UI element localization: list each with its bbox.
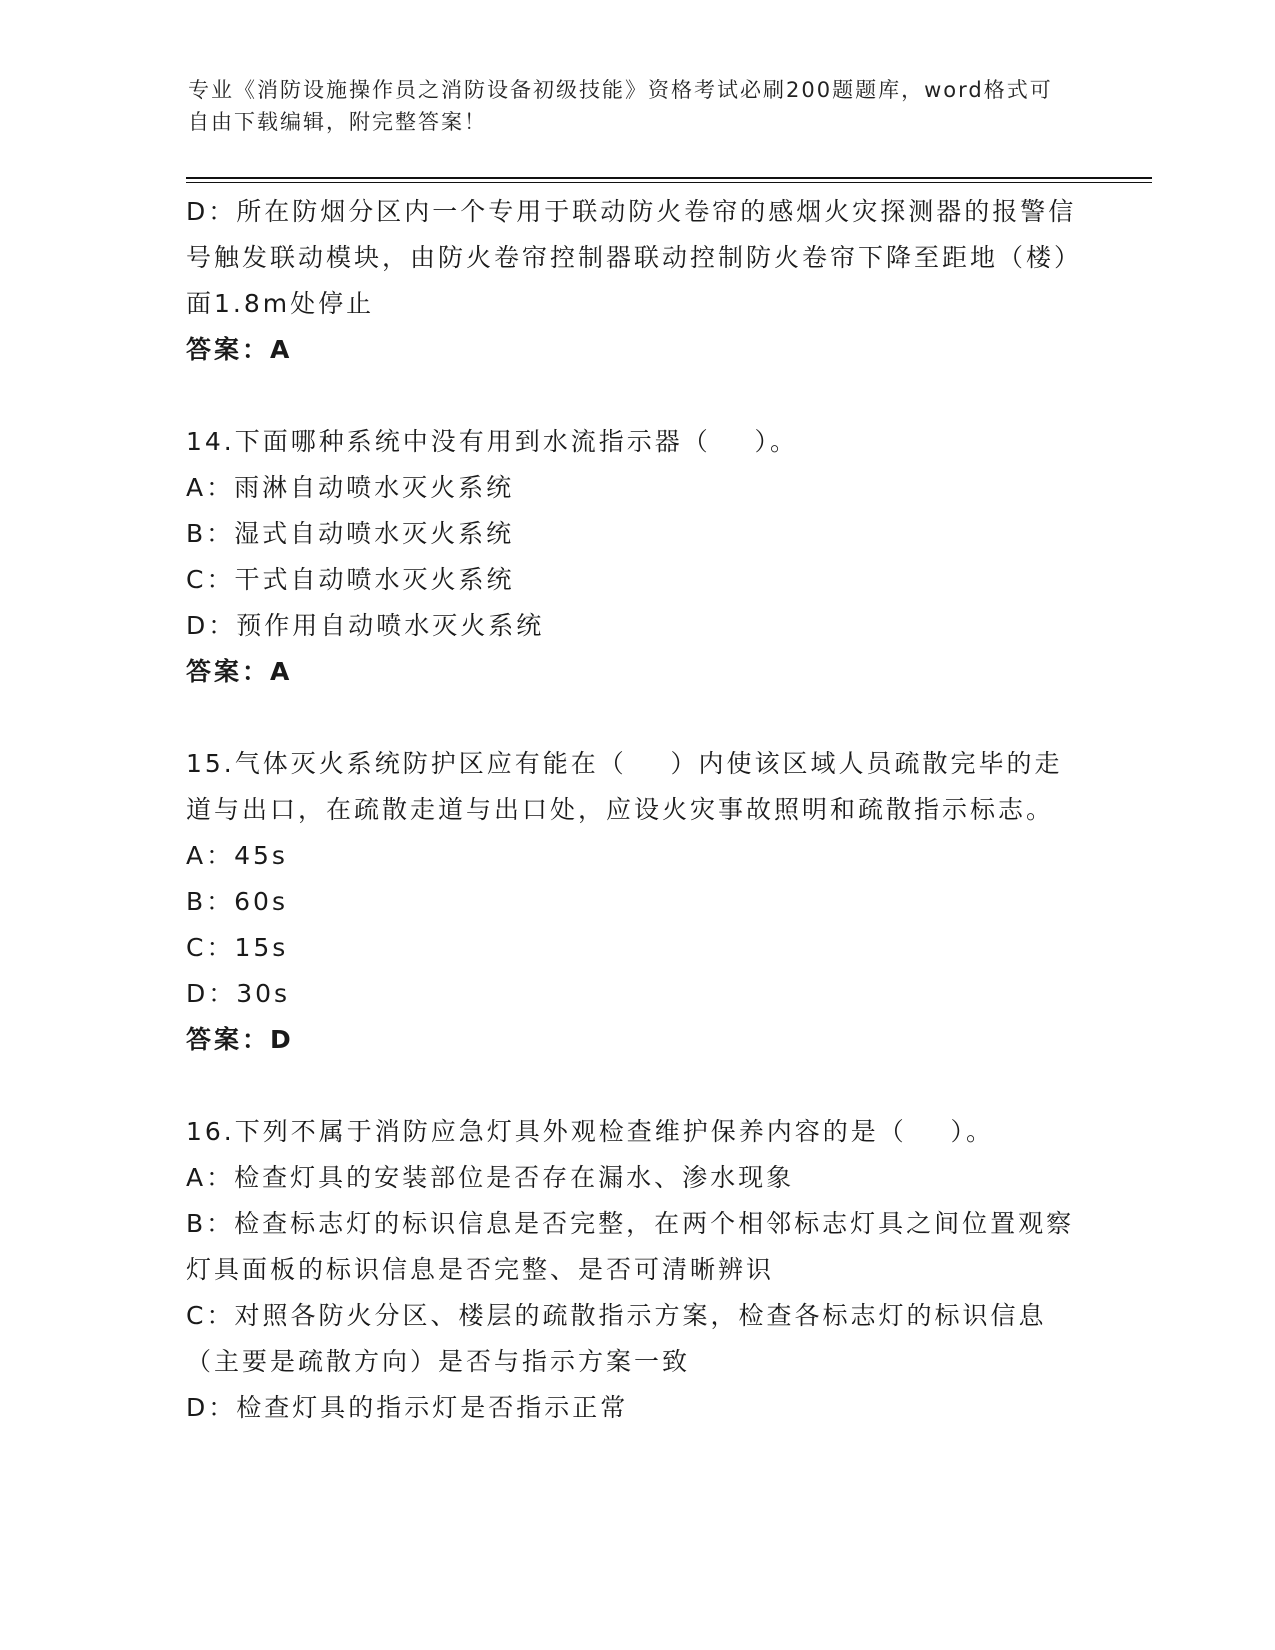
spacer bbox=[186, 1063, 1086, 1109]
q15-option-a: A：45s bbox=[186, 841, 288, 870]
q14-option-a: A：雨淋自动喷水灭火系统 bbox=[186, 473, 515, 502]
header-divider-thick bbox=[186, 177, 1152, 179]
q14-answer: 答案：A bbox=[186, 657, 293, 686]
q16-option-d: D：检查灯具的指示灯是否指示正常 bbox=[186, 1393, 629, 1422]
spacer bbox=[186, 373, 1086, 419]
q14-option-d: D：预作用自动喷水灭火系统 bbox=[186, 611, 545, 640]
q15-option-c: C：15s bbox=[186, 933, 289, 962]
spacer bbox=[186, 695, 1086, 741]
q13-answer: 答案：A bbox=[186, 335, 293, 364]
q15-option-b: B：60s bbox=[186, 887, 288, 916]
q14-option-c: C：干式自动喷水灭火系统 bbox=[186, 565, 515, 594]
document-body bbox=[186, 189, 1086, 1431]
q15-answer: 答案：D bbox=[186, 1025, 294, 1054]
q15-question: 15.气体灭火系统防护区应有能在（ ）内使该区域人员疏散完毕的走道与出口，在疏散走道与出口处，应设火灾事故照明和疏散指示标志。 bbox=[186, 749, 1063, 824]
q16-option-b: B：检查标志灯的标识信息是否完整，在两个相邻标志灯具之间位置观察灯具面板的标识信息是否完整、是否可清晰辨识 bbox=[186, 1209, 1075, 1284]
q16-question: 16.下列不属于消防应急灯具外观检查维护保养内容的是（ ）。 bbox=[186, 1117, 995, 1146]
q13-option-d: D：所在防烟分区内一个专用于联动防火卷帘的感烟火灾探测器的报警信号触发联动模块，由防火卷帘控制器联动控制防火卷帘下降至距地（楼）面1.8m处停止 bbox=[186, 197, 1083, 318]
q16-option-a: A：检查灯具的安装部位是否存在漏水、渗水现象 bbox=[186, 1163, 795, 1192]
q16-option-c: C：对照各防火分区、楼层的疏散指示方案，检查各标志灯的标识信息（主要是疏散方向）是否与指示方案一致 bbox=[186, 1301, 1047, 1376]
q14-option-b: B：湿式自动喷水灭火系统 bbox=[186, 519, 515, 548]
q14-question: 14.下面哪种系统中没有用到水流指示器（ ）。 bbox=[186, 427, 799, 456]
header-divider-thin bbox=[186, 182, 1152, 183]
document-header: 专业《消防设施操作员之消防设备初级技能》资格考试必刷200题题库，word格式可自由下载编辑，附完整答案！ bbox=[188, 78, 1053, 134]
q15-option-d: D：30s bbox=[186, 979, 291, 1008]
